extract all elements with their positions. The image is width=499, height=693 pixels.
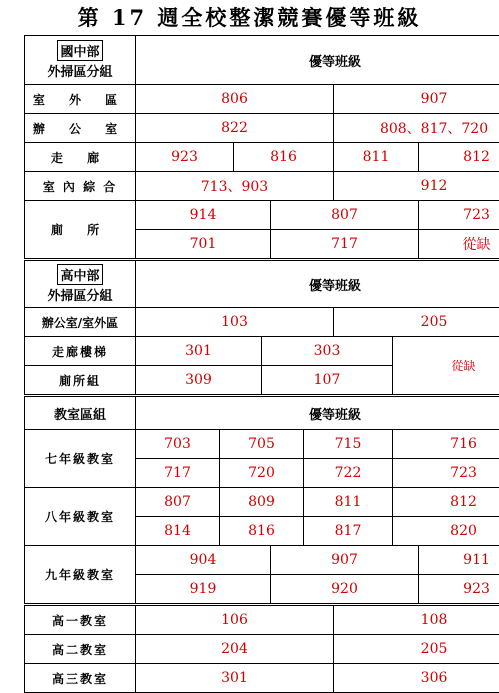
class-cell: 303: [262, 337, 393, 366]
classroom-group-header: 教室區組: [25, 396, 136, 430]
row-label: 室 外 區: [25, 85, 136, 114]
jh-division-label: 國中部: [57, 40, 102, 61]
table-row: [25, 605, 499, 635]
class-cell: 920: [271, 575, 419, 605]
award-table: [24, 35, 499, 693]
class-cell: 822: [136, 114, 334, 143]
row-label: 室 內 綜 合: [25, 172, 136, 201]
class-cell: 306: [334, 664, 499, 693]
class-cell: 816: [220, 517, 304, 546]
class-cell: 703: [136, 430, 220, 459]
class-cell: 301: [136, 337, 262, 366]
class-cell: 809: [220, 488, 304, 517]
sh-column-header: 優等班級: [136, 260, 499, 308]
class-cell: 106: [136, 605, 334, 635]
class-cell: 907: [271, 546, 419, 575]
class-cell: 812: [419, 143, 499, 172]
row-label: 高三教室: [25, 664, 136, 693]
class-cell: 205: [334, 308, 499, 337]
class-cell: 914: [136, 201, 271, 230]
class-cell: 713、903: [136, 172, 334, 201]
table-row: [25, 664, 499, 693]
class-cell: 808、817、720: [334, 114, 499, 143]
table-row: [25, 430, 499, 459]
class-cell: 107: [262, 366, 393, 396]
table-row: [25, 337, 499, 366]
row-label: 辦公室/室外區: [25, 308, 136, 337]
table-row: [25, 308, 499, 337]
table-row: [25, 114, 499, 143]
award-sheet: [24, 35, 484, 693]
row-label: 高一教室: [25, 605, 136, 635]
row-label: 辦 公 室: [25, 114, 136, 143]
jh-group-header: [25, 36, 136, 85]
class-cell: 816: [234, 143, 334, 172]
sh-division-label: 高中部: [57, 264, 102, 285]
class-cell: 912: [334, 172, 499, 201]
class-cell: 720: [220, 459, 304, 488]
row-label: 走廊樓梯: [25, 337, 136, 366]
jh-column-header: 優等班級: [136, 36, 499, 85]
class-cell: 807: [136, 488, 220, 517]
classroom-column-header: 優等班級: [136, 396, 499, 430]
row-label: 八年級教室: [25, 488, 136, 546]
row-label: 高二教室: [25, 635, 136, 664]
class-cell: 806: [136, 85, 334, 114]
class-cell: 722: [304, 459, 393, 488]
class-cell: 904: [136, 546, 271, 575]
class-cell: 820: [393, 517, 499, 546]
class-cell: 812: [393, 488, 499, 517]
class-cell: 811: [304, 488, 393, 517]
jh-header-row: [25, 36, 499, 85]
table-row: [25, 143, 499, 172]
class-cell: 205: [334, 635, 499, 664]
classroom-header-row: [25, 396, 499, 430]
class-cell: 919: [136, 575, 271, 605]
row-label: 廁所組: [25, 366, 136, 396]
table-row: [25, 488, 499, 517]
table-row: [25, 85, 499, 114]
table-row: [25, 635, 499, 664]
table-row: [25, 546, 499, 575]
class-cell: 717: [136, 459, 220, 488]
row-label: 廁 所: [25, 201, 136, 260]
class-cell: 309: [136, 366, 262, 396]
class-cell: 705: [220, 430, 304, 459]
class-cell: 701: [136, 230, 271, 260]
table-row: [25, 201, 499, 230]
row-label: 九年級教室: [25, 546, 136, 605]
sh-header-row: [25, 260, 499, 308]
class-cell: 723: [419, 201, 499, 230]
class-cell: 814: [136, 517, 220, 546]
class-cell: 817: [304, 517, 393, 546]
class-cell: 715: [304, 430, 393, 459]
class-cell: 811: [334, 143, 419, 172]
class-cell: 716: [393, 430, 499, 459]
table-row: [25, 172, 499, 201]
page-title: 第 17 週全校整潔競賽優等班級: [0, 2, 499, 32]
vacant-cell: 從缺: [393, 337, 499, 396]
class-cell: 從缺: [419, 230, 499, 260]
row-label: 走 廊: [25, 143, 136, 172]
class-cell: 923: [419, 575, 499, 605]
class-cell: 301: [136, 664, 334, 693]
class-cell: 807: [271, 201, 419, 230]
class-cell: 717: [271, 230, 419, 260]
class-cell: 108: [334, 605, 499, 635]
sh-group-header: [25, 260, 136, 308]
class-cell: 923: [136, 143, 234, 172]
jh-group-label: 外掃區分組: [25, 61, 135, 80]
class-cell: 103: [136, 308, 334, 337]
sh-group-label: 外掃區分組: [25, 285, 135, 304]
class-cell: 204: [136, 635, 334, 664]
class-cell: 723: [393, 459, 499, 488]
class-cell: 911: [419, 546, 499, 575]
class-cell: 907: [334, 85, 499, 114]
row-label: 七年級教室: [25, 430, 136, 488]
